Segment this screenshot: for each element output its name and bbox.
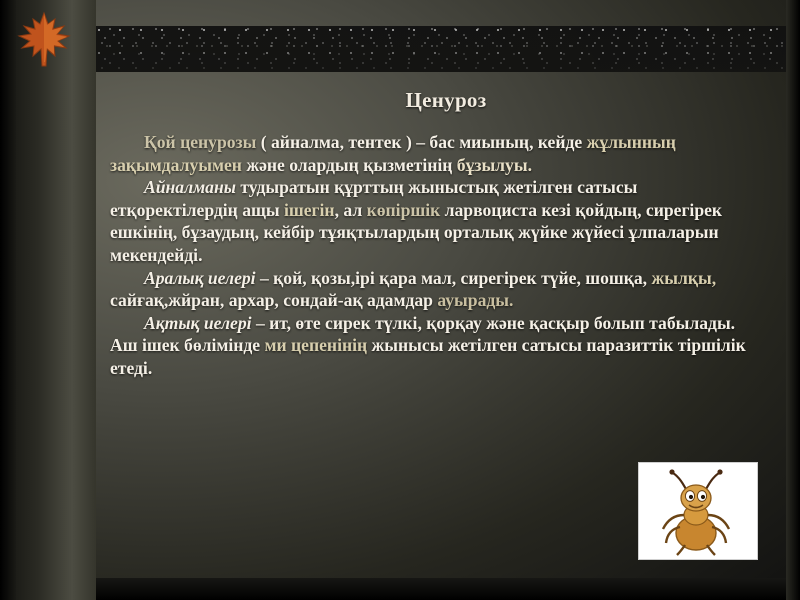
body-paragraph [110,131,756,176]
text-run: ішегін [284,199,335,220]
page-title: Ценуроз [405,88,487,112]
body-paragraph [110,267,756,312]
text-run: Ақтық иелері [144,312,252,333]
text-run: , ал [334,199,367,220]
text-run: ауырады. [437,290,514,311]
text-run: Айналманы [144,177,236,198]
text-run: жұлынның зақымдалуымен [110,132,676,175]
text-run: Қой ценурозы [144,132,257,152]
text-run: бұзылуы. [456,154,532,175]
body-paragraph [110,176,756,266]
cartoon-ant-illustration [638,462,758,560]
text-run: және олардың қызметінің [241,154,457,175]
text-run: ( айналма, тентек ) – бас миының, кейде [256,132,587,152]
text-run: – қой, қозы,ірі қара мал, сирегірек түйе, шошқа, [255,267,652,288]
body-paragraph [110,312,756,380]
text-run: көпіршік [366,199,441,220]
text-run: ми цепенінің [264,335,368,356]
maple-leaf-icon [16,10,72,68]
slide-body [110,131,782,380]
text-run: жылқы, [651,267,717,288]
header-texture-overlay [96,26,786,72]
bottom-shadow-strip [96,578,800,600]
text-run: Аралық иелері [144,267,256,288]
text-run: жынысы жетілген сатысы паразиттік тіршілік етеді. [110,335,746,378]
left-band-edge [0,0,16,600]
text-run: ларвоциста кезі қойдың, сирегірек ешкінің, бұзаудың, кейбір тұяқтылардың орталық жүйке жүйесі ұлпаларын мекендейді. [110,199,723,265]
text-run: – ит, өте сирек түлкі, қорқау және қасқыр болып табылады. Аш ішек бөлімінде [110,312,736,356]
right-edge-shadow [786,0,800,600]
text-run: сайғақ,жйран, архар, сондай-ақ адамдар [110,290,438,311]
text-run: тудыратын құрттың жыныстық жетілген сатысы етқоректілердің ащы [110,177,638,220]
